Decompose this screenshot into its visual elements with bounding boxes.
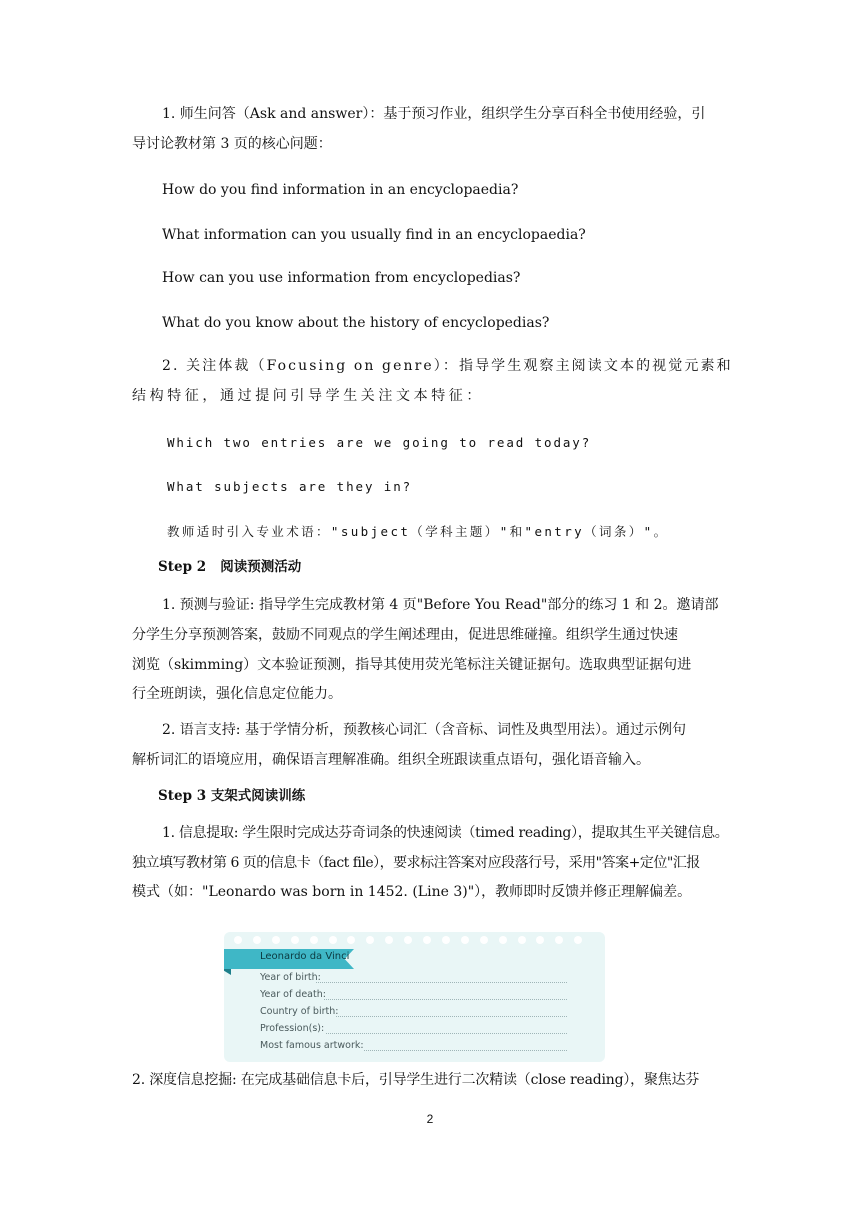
step3-para1-line: 独立填写教材第 6 页的信息卡（fact file），要求标注答案对应段落行号，采用"答案+定位"汇报 bbox=[132, 855, 700, 871]
genre-question: Which two entries are we going to read today? bbox=[167, 435, 592, 450]
question-item: What information can you usually find in an encyclopaedia? bbox=[162, 227, 586, 243]
step2-para2-line: 解析词汇的语境应用，确保语言理解准确。组织全班跟读重点语句，强化语音输入。 bbox=[132, 752, 650, 768]
fact-file-card bbox=[224, 932, 605, 1062]
binder-hole bbox=[423, 936, 431, 944]
question-item: How can you use information from encyclopedias? bbox=[162, 270, 521, 286]
step3-para1-line: 1. 信息提取: 学生限时完成达芬奇词条的快速阅读（timed reading），提取其生平关键信息。 bbox=[162, 825, 729, 841]
step2-number: Step 2 bbox=[158, 559, 207, 575]
step3-title: 支架式阅读训练 bbox=[210, 788, 306, 804]
binder-hole bbox=[574, 936, 582, 944]
binder-hole bbox=[329, 936, 337, 944]
binder-hole bbox=[366, 936, 374, 944]
fact-field-line bbox=[324, 999, 567, 1000]
paragraph-ask-answer-line2: 导讨论教材第 3 页的核心问题： bbox=[132, 136, 332, 152]
step2-para2-line: 2. 语言支持: 基于学情分析，预教核心词汇（含音标、词性及典型用法）。通过示例句 bbox=[162, 722, 686, 738]
fact-field-label: Country of birth: bbox=[260, 1006, 339, 1017]
binder-hole bbox=[518, 936, 526, 944]
step2-para1-line: 行全班朗读，强化信息定位能力。 bbox=[132, 686, 342, 702]
paragraph-genre-line1: 2. 关注体裁（Focusing on genre）：指导学生观察主阅读文本的视觉元素和 bbox=[162, 358, 733, 374]
fact-field-line bbox=[326, 1033, 567, 1034]
fact-card-title: Leonardo da Vinci bbox=[260, 951, 350, 962]
binder-hole bbox=[536, 936, 544, 944]
question-item: What do you know about the history of encyclopedias? bbox=[162, 315, 550, 331]
binder-hole bbox=[291, 936, 299, 944]
paragraph-ask-answer-line1: 1. 师生问答（Ask and answer）：基于预习作业，组织学生分享百科全书使用经验，引 bbox=[162, 106, 706, 122]
fact-field-line bbox=[316, 982, 567, 983]
fact-field-label: Profession(s): bbox=[260, 1023, 325, 1034]
genre-question: What subjects are they in? bbox=[167, 479, 413, 494]
fact-field-line bbox=[336, 1016, 567, 1017]
binder-holes bbox=[224, 932, 605, 948]
fact-field-line bbox=[364, 1050, 567, 1051]
fact-field-label: Most famous artwork: bbox=[260, 1040, 364, 1051]
binder-hole bbox=[404, 936, 412, 944]
binder-hole bbox=[499, 936, 507, 944]
binder-hole bbox=[555, 936, 563, 944]
step2-para1-line: 浏览（skimming）文本验证预测，指导其使用荧光笔标注关键证据句。选取典型证据句进 bbox=[132, 657, 692, 673]
binder-hole bbox=[234, 936, 242, 944]
binder-hole bbox=[385, 936, 393, 944]
binder-hole bbox=[253, 936, 261, 944]
page-number: 2 bbox=[426, 1112, 434, 1126]
question-item: How do you find information in an encyclopaedia? bbox=[162, 182, 519, 198]
step2-para1-line: 分学生分享预测答案，鼓励不同观点的学生阐述理由，促进思维碰撞。组织学生通过快速 bbox=[132, 627, 678, 643]
step2-para1-line: 1. 预测与验证: 指导学生完成教材第 4 页"Before You Read"部分的练习 1 和 2。邀请部 bbox=[162, 597, 719, 613]
step2-heading bbox=[158, 556, 301, 578]
fact-field-label: Year of death: bbox=[260, 989, 326, 1000]
binder-hole bbox=[272, 936, 280, 944]
binder-hole bbox=[442, 936, 450, 944]
binder-hole bbox=[347, 936, 355, 944]
paragraph-genre-line2: 结构特征，通过提问引导学生关注文本特征： bbox=[132, 388, 484, 404]
step3-para1-line: 模式（如："Leonardo was born in 1452. (Line 3)"），教师即时反馈并修正理解偏差。 bbox=[132, 884, 692, 900]
step3-para2-line: 2. 深度信息挖掘: 在完成基础信息卡后，引导学生进行二次精读（close reading），聚焦达芬 bbox=[132, 1072, 700, 1088]
step3-number: Step 3 bbox=[158, 788, 207, 804]
card-tab-fold bbox=[224, 969, 231, 975]
binder-hole bbox=[461, 936, 469, 944]
binder-hole bbox=[310, 936, 318, 944]
binder-hole bbox=[480, 936, 488, 944]
fact-field-label: Year of birth: bbox=[260, 972, 321, 983]
terms-sentence: 教师适时引入专业术语："subject（学科主题）"和"entry（词条）"。 bbox=[167, 524, 669, 539]
step3-heading bbox=[158, 785, 305, 807]
step2-title: 阅读预测活动 bbox=[220, 559, 302, 575]
